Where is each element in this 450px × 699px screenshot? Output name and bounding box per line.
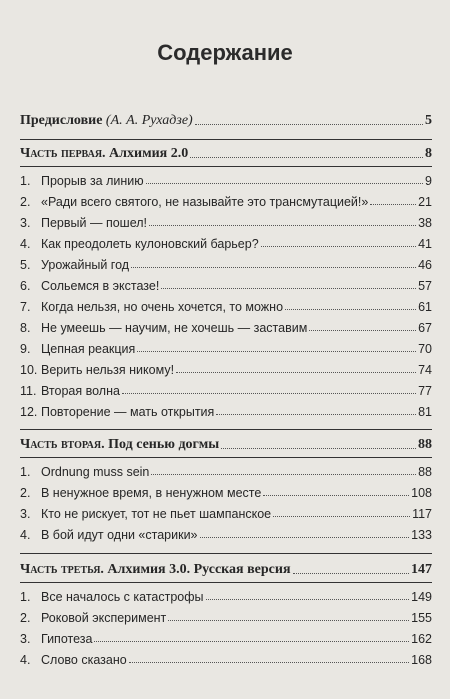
- toc-entry-part-1: [20, 146, 432, 162]
- toc-chapter: [20, 653, 432, 667]
- chapter-number: 2.: [20, 486, 31, 500]
- section-divider: [20, 139, 432, 140]
- part-name: Алхимия 2.0: [109, 146, 189, 161]
- toc-chapter: [20, 507, 432, 521]
- page-number: 9: [425, 174, 432, 188]
- page-number: 88: [418, 437, 432, 452]
- chapter-number: 4.: [20, 237, 31, 251]
- chapter-title: В ненужное время, в ненужном месте: [41, 486, 262, 500]
- dot-leader: [309, 330, 416, 331]
- dot-leader: [261, 246, 416, 247]
- chapter-title: Все началось с катастрофы: [41, 590, 204, 604]
- toc-chapter: [20, 237, 432, 251]
- page-number: 70: [418, 342, 432, 356]
- chapter-number: 1.: [20, 465, 31, 479]
- page-number: 147: [411, 562, 432, 577]
- page-number: 67: [418, 321, 432, 335]
- toc-chapter: [20, 258, 432, 272]
- part-kicker: Часть вторая.: [20, 437, 105, 452]
- chapter-title: Прорыв за линию: [41, 174, 144, 188]
- toc-chapter: [20, 363, 432, 377]
- dot-leader: [131, 267, 416, 268]
- toc-chapter: [20, 195, 432, 209]
- chapter-title: Гипотеза: [41, 632, 93, 646]
- chapter-title: Сольемся в экстазе!: [41, 279, 160, 293]
- chapter-title: Повторение — мать открытия: [41, 405, 215, 419]
- preface-title: Предисловие: [20, 113, 103, 128]
- section-divider: [20, 553, 432, 554]
- dot-leader: [221, 448, 416, 449]
- chapter-title: Урожайный год: [41, 258, 130, 272]
- chapter-title: Вторая волна: [41, 384, 120, 398]
- chapter-number: 8.: [20, 321, 31, 335]
- page-number: 61: [418, 300, 432, 314]
- dot-leader: [263, 495, 409, 496]
- toc-chapter: [20, 321, 432, 335]
- page-number: 8: [425, 146, 432, 161]
- chapter-number: 7.: [20, 300, 31, 314]
- page-number: 162: [411, 632, 432, 646]
- preface-label: [20, 113, 193, 129]
- page-number: 5: [425, 113, 432, 128]
- toc-chapter: [20, 300, 432, 314]
- page-number: 46: [418, 258, 432, 272]
- chapter-number: 6.: [20, 279, 31, 293]
- page-number: 57: [418, 279, 432, 293]
- toc-chapter: [20, 528, 432, 542]
- part-underline: [20, 166, 432, 167]
- page-number: 88: [418, 465, 432, 479]
- chapter-title: Ordnung muss sein: [41, 465, 150, 479]
- page-number: 155: [411, 611, 432, 625]
- chapter-number: 3.: [20, 507, 31, 521]
- dot-leader: [161, 288, 416, 289]
- chapter-number: 2.: [20, 611, 31, 625]
- chapter-number: 3.: [20, 216, 31, 230]
- dot-leader: [200, 537, 410, 538]
- dot-leader: [273, 516, 410, 517]
- chapter-title: Цепная реакция: [41, 342, 136, 356]
- part-name: Под сенью догмы: [108, 437, 220, 452]
- page-number: 149: [411, 590, 432, 604]
- section-divider: [20, 429, 432, 430]
- dot-leader: [206, 599, 410, 600]
- toc-chapter: [20, 590, 432, 604]
- toc-entry-part-3: [20, 562, 432, 578]
- chapter-title: Роковой эксперимент: [41, 611, 167, 625]
- toc-chapter: [20, 342, 432, 356]
- page-number: 108: [411, 486, 432, 500]
- toc-chapter: [20, 486, 432, 500]
- dot-leader: [176, 372, 416, 373]
- page-number: 81: [418, 405, 432, 419]
- part-underline: [20, 582, 432, 583]
- toc-chapter: [20, 632, 432, 646]
- chapter-number: 4.: [20, 653, 31, 667]
- toc-entry-part-2: [20, 437, 432, 453]
- toc-chapter: [20, 465, 432, 479]
- page-number: 117: [412, 507, 432, 521]
- part-heading: [20, 562, 291, 578]
- chapter-title: Верить нельзя никому!: [41, 363, 175, 377]
- toc-chapter: [20, 174, 432, 188]
- dot-leader: [168, 620, 409, 621]
- dot-leader: [216, 414, 416, 415]
- dot-leader: [94, 641, 409, 642]
- chapter-title: Слово сказано: [41, 653, 127, 667]
- chapter-title: Не умеешь — научим, не хочешь — заставим: [41, 321, 308, 335]
- page-title: Содержание: [157, 40, 293, 65]
- toc-chapter: [20, 384, 432, 398]
- page-number: 38: [418, 216, 432, 230]
- page-number: 21: [418, 195, 432, 209]
- page-number: 77: [418, 384, 432, 398]
- chapter-number: 9.: [20, 342, 31, 356]
- toc-chapter: [20, 611, 432, 625]
- part-heading: [20, 437, 219, 453]
- preface-author: (А. А. Рухадзе): [105, 113, 193, 128]
- chapter-title: Когда нельзя, но очень хочется, то можно: [41, 300, 284, 314]
- toc-entry-preface: [20, 113, 432, 129]
- toc-chapter: [20, 405, 432, 419]
- chapter-title: Первый — пошел!: [41, 216, 147, 230]
- chapter-number: 4.: [20, 528, 31, 542]
- part-underline: [20, 457, 432, 458]
- dot-leader: [151, 474, 416, 475]
- chapter-number: 11.: [20, 384, 37, 398]
- dot-leader: [149, 225, 416, 226]
- dot-leader: [190, 157, 423, 158]
- dot-leader: [195, 124, 423, 125]
- part-kicker: Часть первая.: [20, 146, 106, 161]
- part-kicker: Часть третья.: [20, 562, 104, 577]
- page-number: 168: [411, 653, 432, 667]
- part-name: Алхимия 3.0. Русская версия: [107, 562, 291, 577]
- part-heading: [20, 146, 188, 162]
- dot-leader: [137, 351, 416, 352]
- chapter-number: 2.: [20, 195, 31, 209]
- chapter-title: «Ради всего святого, не называйте это трансмутацией!»: [41, 195, 369, 209]
- chapter-number: 1.: [20, 174, 31, 188]
- dot-leader: [122, 393, 416, 394]
- chapter-title: В бой идут одни «старики»: [41, 528, 198, 542]
- page-number: 133: [411, 528, 432, 542]
- dot-leader: [293, 573, 409, 574]
- dot-leader: [370, 204, 416, 205]
- dot-leader: [146, 183, 423, 184]
- chapter-number: 1.: [20, 590, 31, 604]
- page-number: 41: [418, 237, 432, 251]
- chapter-number: 12.: [20, 405, 38, 419]
- chapter-title: Кто не рискует, тот не пьет шампанское: [41, 507, 272, 521]
- chapter-number: 5.: [20, 258, 31, 272]
- chapter-number: 10.: [20, 363, 38, 377]
- chapter-title: Как преодолеть кулоновский барьер?: [41, 237, 259, 251]
- toc-chapter: [20, 216, 432, 230]
- dot-leader: [285, 309, 416, 310]
- toc-chapter: [20, 279, 432, 293]
- chapter-number: 3.: [20, 632, 31, 646]
- page-number: 74: [418, 363, 432, 377]
- dot-leader: [129, 662, 409, 663]
